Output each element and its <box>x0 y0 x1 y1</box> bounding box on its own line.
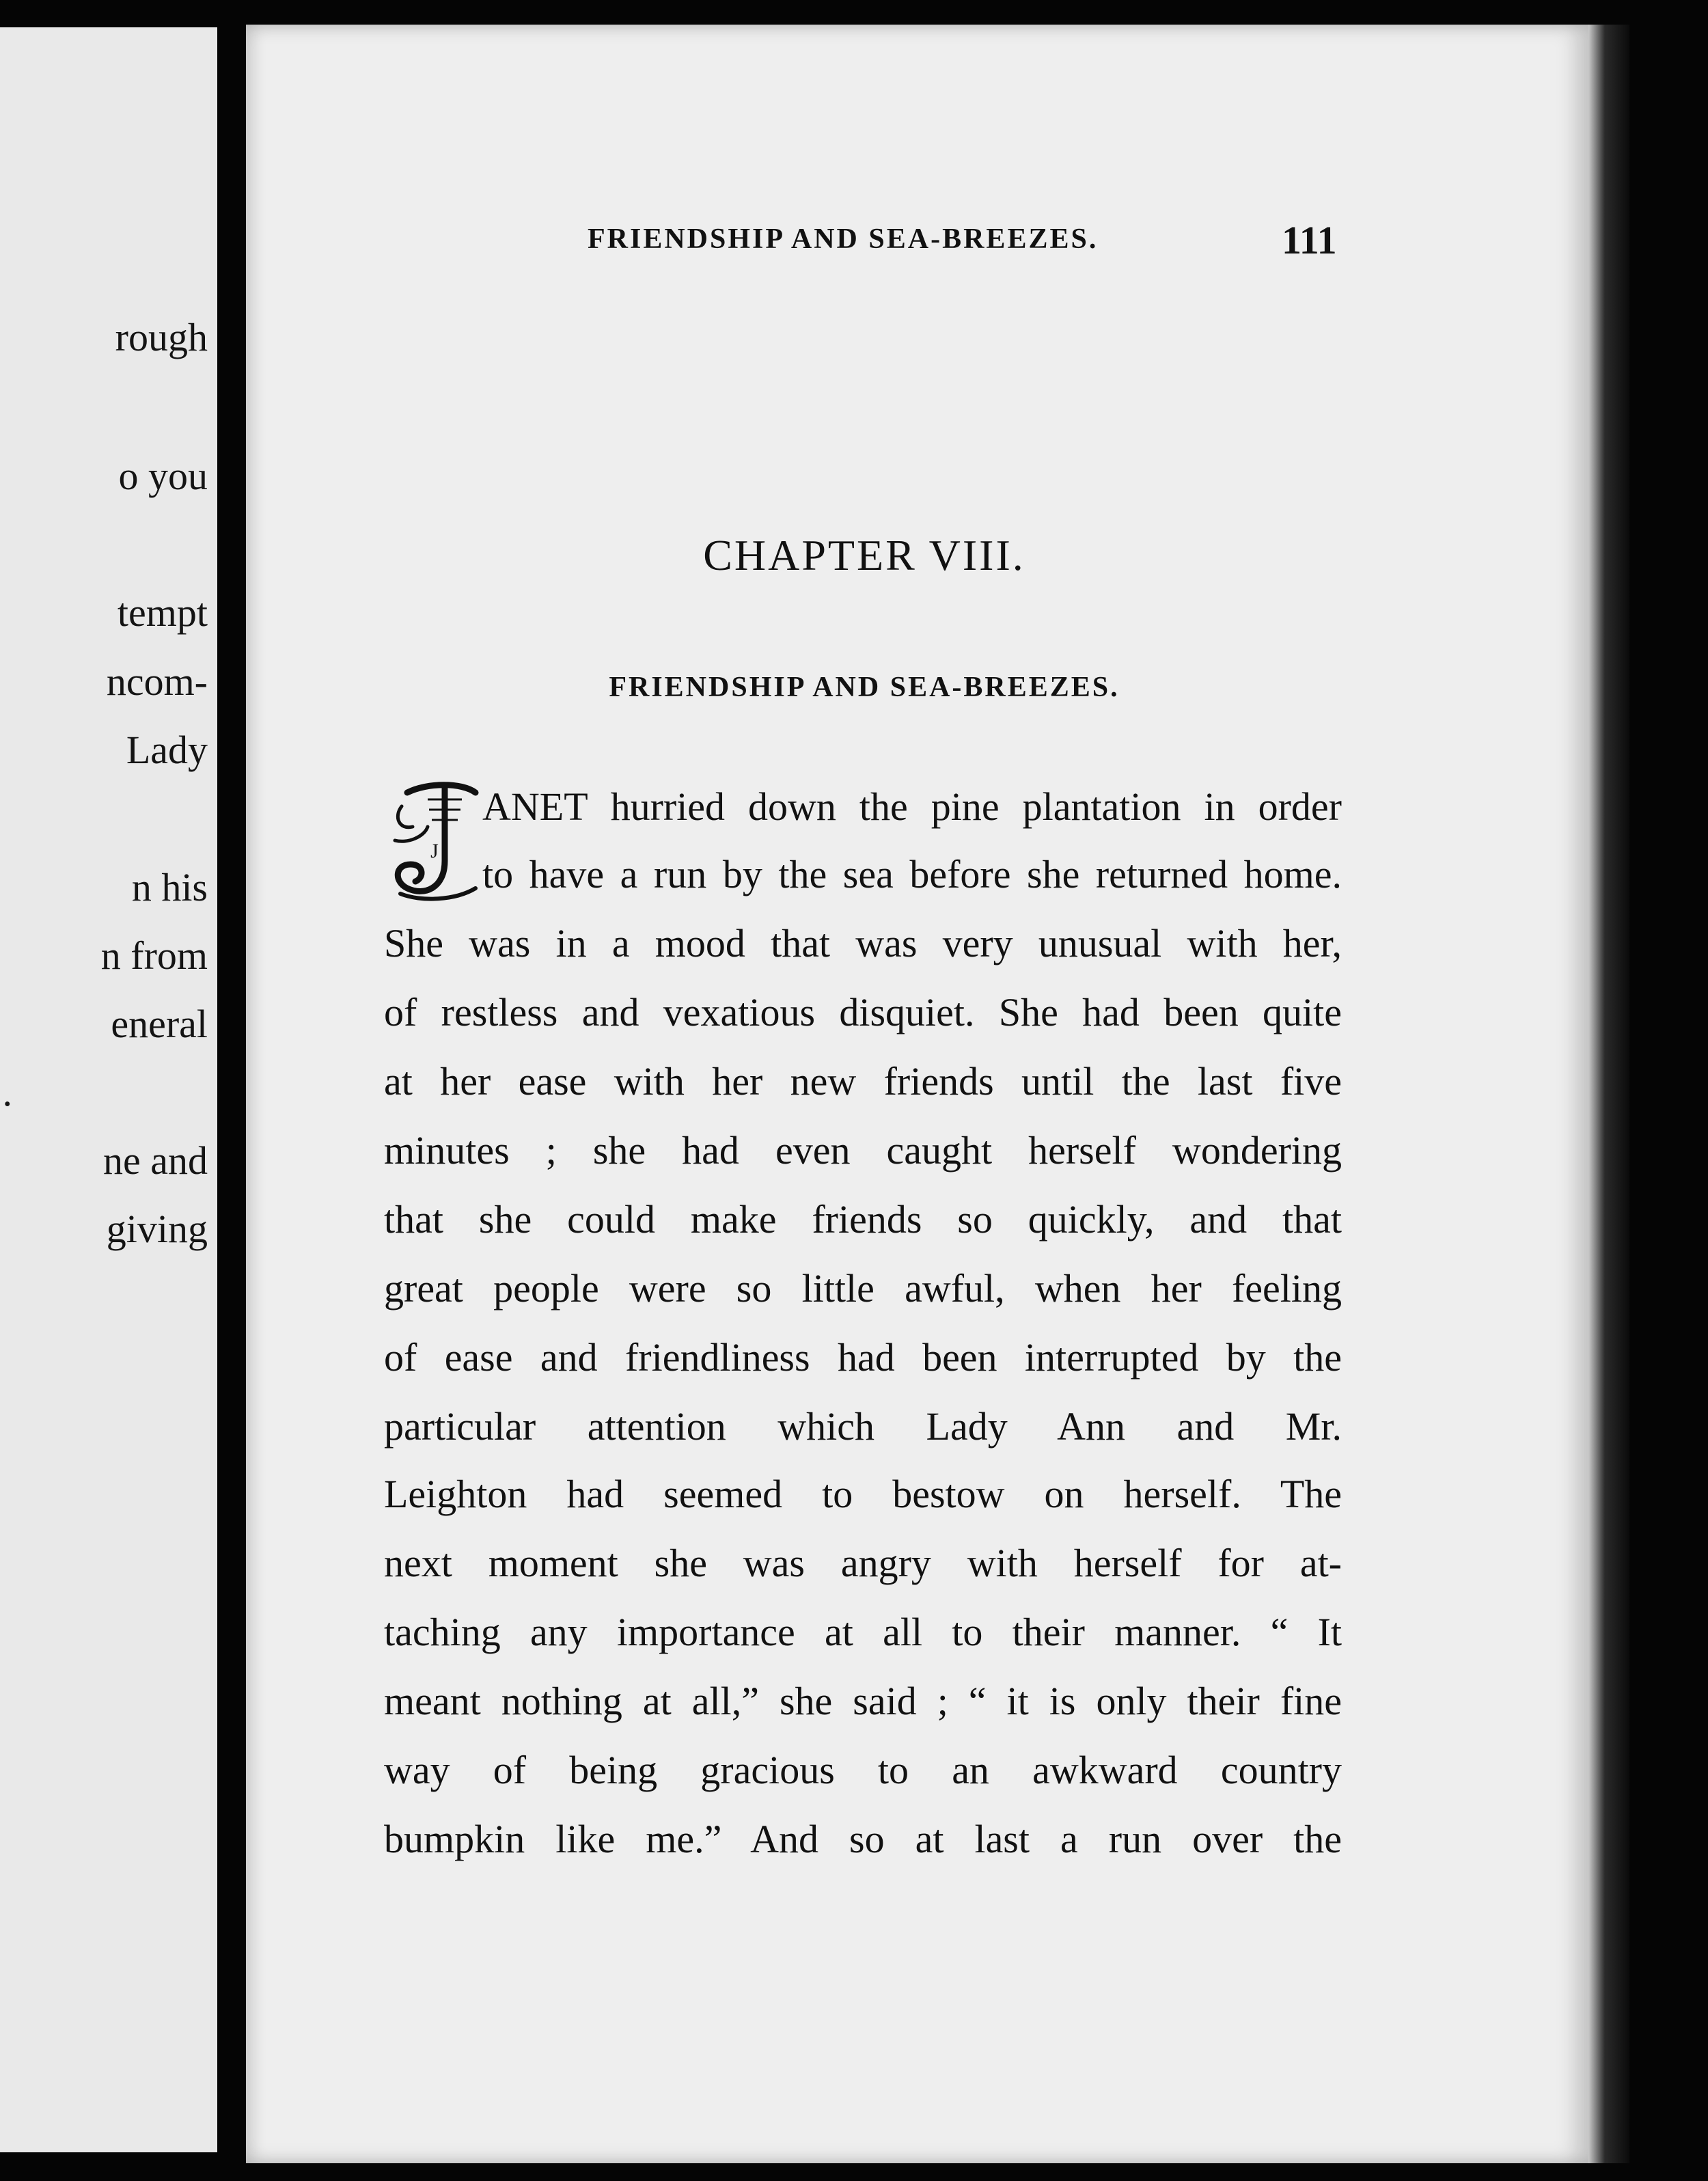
text-line: next moment she was angry with herself for at- <box>384 1541 1342 1585</box>
text-line: particular attention which Lady Ann and Mr. <box>384 1404 1342 1449</box>
text-line: that she could make friends so quickly, and that <box>384 1197 1342 1242</box>
facing-page-fragment: n his <box>131 865 208 909</box>
chapter-subtitle: FRIENDSHIP AND SEA-BREEZES. <box>609 672 1120 703</box>
facing-page-fragment: . <box>2 1070 12 1114</box>
text-line: to have a run by the sea before she returned home. <box>482 852 1342 896</box>
text-line: minutes ; she had even caught herself wondering <box>384 1128 1342 1172</box>
chapter-title: CHAPTER VIII. <box>703 531 1025 579</box>
facing-page-fragment: tempt <box>117 590 208 635</box>
text-line: way of being gracious to an awkward country <box>384 1748 1342 1792</box>
facing-page-fragment: ncom- <box>106 659 208 704</box>
facing-page-fragment: giving <box>106 1207 208 1251</box>
text-line: of restless and vexatious disquiet. She had been quite <box>384 990 1342 1034</box>
page-number: 111 <box>1282 218 1337 262</box>
facing-page-fragment: o you <box>118 454 208 498</box>
facing-page-left <box>0 27 217 2152</box>
facing-page-fragment: rough <box>115 315 208 359</box>
text-line: She was in a mood that was very unusual with her, <box>384 921 1342 965</box>
facing-page-fragment: eneral <box>111 1002 208 1046</box>
running-head: FRIENDSHIP AND SEA-BREEZES. <box>588 223 1099 255</box>
facing-page-fragment: n from <box>100 933 208 978</box>
facing-page-fragment: Lady <box>126 728 208 772</box>
text-line: taching any importance at all to their manner. “ It <box>384 1610 1342 1654</box>
drop-cap-letter: J <box>430 840 439 862</box>
text-line: at her ease with her new friends until the last five <box>384 1059 1342 1103</box>
text-line: great people were so little awful, when her feeling <box>384 1266 1342 1311</box>
ornamental-drop-cap <box>387 779 482 903</box>
facing-page-fragment: ne and <box>103 1138 208 1183</box>
page-edge-shadow <box>1588 25 1629 2163</box>
text-line: meant nothing at all,” she said ; “ it is only their fine <box>384 1679 1342 1723</box>
text-line: ANET hurried down the pine plantation in order <box>482 784 1342 829</box>
text-line: Leighton had seemed to bestow on herself. The <box>384 1472 1342 1516</box>
text-line: of ease and friendliness had been interrupted by the <box>384 1335 1342 1380</box>
text-line: bumpkin like me.” And so at last a run over the <box>384 1817 1342 1861</box>
